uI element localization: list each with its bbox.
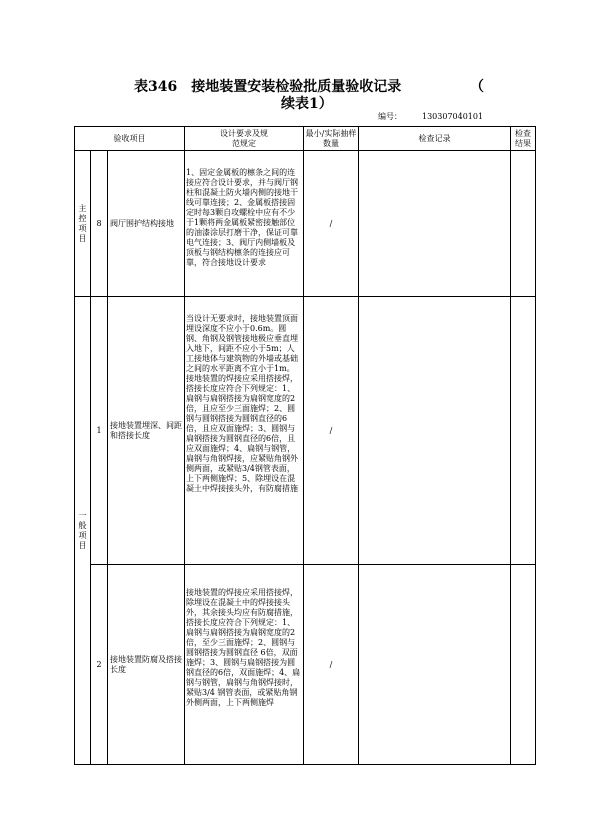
- section-general: [75, 297, 90, 765]
- item-name: [110, 297, 183, 564]
- header-item: [75, 127, 184, 150]
- result-cell[interactable]: [511, 297, 535, 564]
- section-main: [75, 151, 90, 296]
- page-title-continued: 续表1）: [281, 96, 333, 112]
- header-record: [359, 127, 510, 150]
- item-name: [110, 565, 183, 765]
- header-result-label: 检查结果: [515, 128, 531, 148]
- spec-text: 1、固定金属板的檩条之间的连接应符合设计要求，并与阀厅钢柱和混凝土防火墙内侧的接地干线可靠连接；2、金属板搭接固定时每3颗自攻螺栓中应有不少于1颗将两金属板紧密接触部位的油漆涂层打磨干净，保证可靠电气连接；3、阀厅内侧墙板及顶板与钢结构檩条的连接应可靠，符合接地设计要求: [186, 168, 298, 267]
- item-name-text: 接地装置埋深、间距和搭接长度: [110, 420, 182, 440]
- result-cell[interactable]: [511, 565, 535, 765]
- row-number: 8: [96, 218, 102, 228]
- section-general-label: 一般项目: [78, 511, 87, 550]
- item-name: [110, 151, 183, 296]
- inspection-table: [74, 126, 536, 765]
- record-cell[interactable]: [359, 565, 510, 765]
- header-sample: [305, 127, 357, 150]
- code-label: 编号：: [378, 112, 402, 121]
- title-paren: （: [470, 79, 484, 95]
- sample-value: /: [329, 660, 333, 669]
- header-record-label: 检查记录: [418, 133, 451, 143]
- row-number: 1: [96, 425, 102, 435]
- item-name-text: 接地装置防腐及搭接长度: [110, 655, 182, 674]
- item-name-text: 阀厅围护结构接地: [110, 218, 174, 228]
- header-sample-label: 最小/实际抽样数量: [305, 128, 357, 148]
- sample-value: /: [329, 425, 333, 435]
- spec-text: 当设计无要求时，接地装置顶面埋设深度不应小于0.6m。圆钢、角钢及钢管接地极应垂直埋入地下，间距不应小于5m；人工接地体与建筑物的外墙或基础之间的水平距离不宜小于1m。接地装置的焊接应采用搭接焊，搭接长度应符合下列规定：1、扁钢与扁钢搭接为扁钢宽度的2倍，且应至少三面施焊；2、圆钢与圆钢搭接为圆钢直径的6倍，且应双面施焊；3、圆钢与扁钢搭接为圆钢直径的6倍，且应双面施焊；4、扁钢与钢管，扁钢与角钢焊接，应紧贴角钢外侧两面，或紧贴3/4钢管表面，上下两侧施焊；5、除埋设在混凝土中焊接接头外，有防腐措施: [186, 314, 298, 493]
- record-cell[interactable]: [359, 297, 510, 564]
- spec-text: 接地装置的焊接应采用搭接焊，除埋设在混凝土中的焊接接头外，其余接头均应有防腐措施，搭接长度应符合下列规定：1、扁钢与扁钢搭接为扁钢宽度的2倍，至少三面施焊；2、圆钢与圆钢搭接为圆钢直径 6倍，双面施焊；3、圆钢与扁钢搭接为圆钢直径的6倍，双面施焊；4、扁钢与钢管，扁钢与角钢焊接时，紧贴3/4 钢管表面，或紧贴角钢外侧两面，上下两侧施焊: [186, 588, 301, 707]
- divider: [107, 151, 108, 765]
- result-cell[interactable]: [511, 151, 535, 296]
- header-spec-label: 设计要求及规范规定: [220, 128, 268, 148]
- record-cell[interactable]: [359, 151, 510, 296]
- sample-value: /: [329, 218, 333, 228]
- header-item-label: 验收项目: [113, 133, 146, 143]
- page-title: 表346 接地装置安装检验批质量验收记录: [134, 79, 402, 95]
- code-value: 130307040101: [422, 112, 484, 121]
- header-spec: [217, 127, 271, 150]
- section-main-label: 主控项目: [78, 203, 87, 243]
- title-line: [0, 76, 590, 94]
- header-result: [512, 127, 534, 150]
- document-code: [378, 111, 483, 122]
- row-number: 2: [96, 660, 102, 669]
